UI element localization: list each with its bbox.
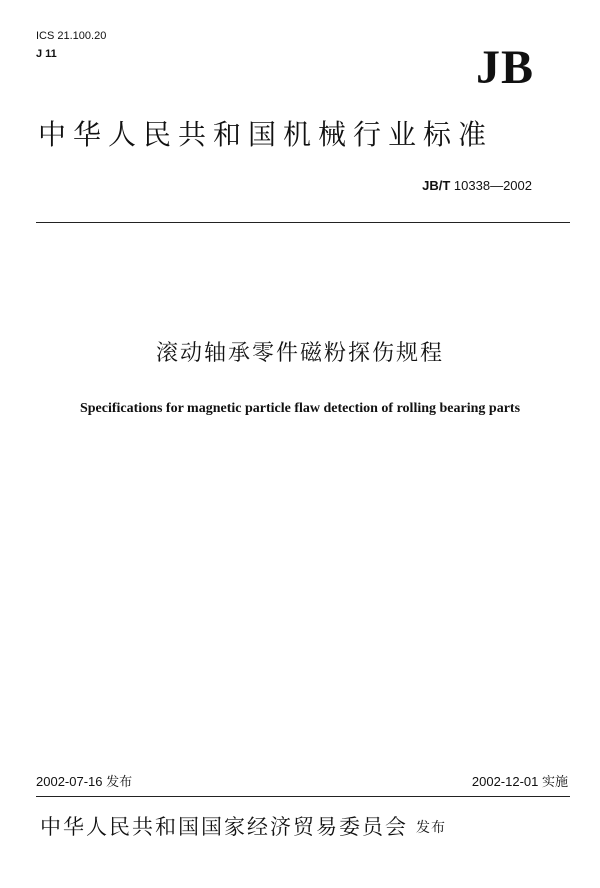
standard-prefix: JB/T bbox=[422, 178, 451, 193]
standard-number bbox=[422, 178, 532, 194]
bottom-divider bbox=[36, 796, 570, 797]
top-divider bbox=[36, 222, 570, 223]
publisher-line bbox=[40, 814, 446, 841]
industry-standard-title: 中华人民共和国机械行业标准 bbox=[38, 118, 494, 151]
document-title-english: Specifications for magnetic particle flaw detection of rolling bearing parts bbox=[79, 401, 521, 416]
classification-code: J 11 bbox=[36, 48, 57, 60]
publisher-name: 中华人民共和国国家经济贸易委员会 bbox=[40, 815, 408, 839]
document-title-chinese: 滚动轴承零件磁粉探伤规程 bbox=[155, 341, 444, 366]
implementation-date: 2002-12-01 实施 bbox=[471, 774, 568, 789]
issue-date: 2002-07-16 发布 bbox=[36, 774, 133, 789]
publish-label: 发布 bbox=[416, 820, 446, 836]
ics-code: ICS 21.100.20 bbox=[36, 30, 107, 42]
jb-logo: JB bbox=[475, 41, 534, 94]
standard-code: 10338—2002 bbox=[453, 178, 532, 193]
